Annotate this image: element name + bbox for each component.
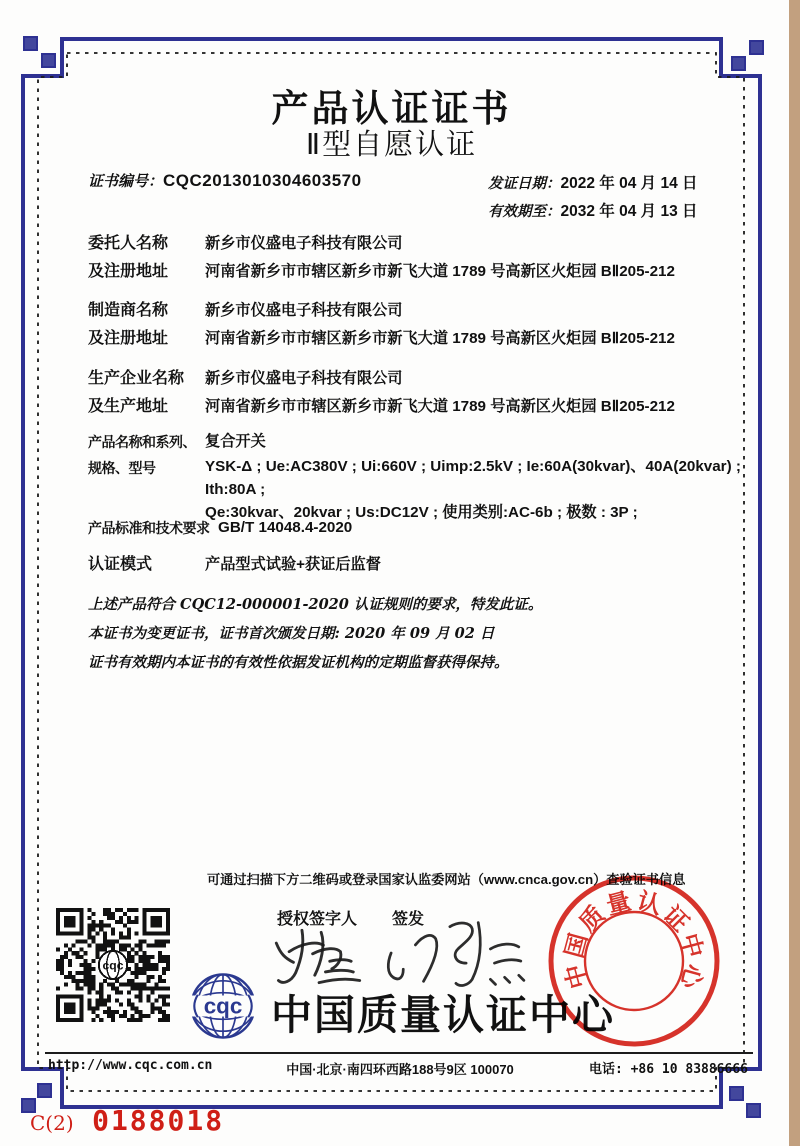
manufacturer-label: 制造商名称 及注册地址	[88, 302, 169, 347]
cert-mode-label: 认证模式	[88, 556, 153, 573]
factory-value: 新乡市仪盛电子科技有限公司 河南省新乡市市辖区新乡市新飞大道 1789 号高新区火炬园 BⅡ205-212	[205, 370, 675, 415]
factory-label: 生产企业名称 及生产地址	[88, 370, 185, 415]
serial-prefix: C(2)	[30, 1111, 74, 1135]
statement-change: 本证书为变更证书，证书首次颁发日期: 2020 年 09 月 02 日	[88, 625, 495, 642]
svg-text:中: 中	[674, 930, 708, 961]
product-name-label: 产品名称和系列、 规格、型号	[88, 434, 196, 476]
standard-value: GB/T 14048.4-2020	[218, 519, 353, 536]
valid-until-value: 2032 年 04 月 13 日	[560, 203, 698, 220]
organization-name: 中国质量认证中心	[271, 992, 615, 1038]
svg-text:心: 心	[674, 961, 708, 992]
standard-label: 产品标准和技术要求	[88, 520, 210, 536]
product-name-value: 复合开关 YSK-Δ ; Ue:AC380V ; Ui:660V ; Uimp:2.5kV ; Ie:60A(30kvar)、40A(20kvar) ; Ith:80A ; Qe:30kvar、20kvar ; Us:DC12V ; 使用类别:AC-6b ; 极数 : 3P ;	[205, 433, 741, 521]
serial-number-block	[30, 1104, 224, 1137]
footer-website: http://www.cqc.com.cn	[48, 1058, 213, 1073]
qr-verification-note: 可通过扫描下方二维码或登录国家认监委网站（www.cnca.gov.cn）查验证书信息	[207, 872, 686, 887]
certificate-subtitle: Ⅱ型自愿认证	[305, 129, 478, 161]
statement-validity: 证书有效期内本证书的有效性依据发证机构的定期监督获得保持。	[88, 654, 509, 671]
applicant-value: 新乡市仪盛电子科技有限公司 河南省新乡市市辖区新乡市新飞大道 1789 号高新区火炬园 BⅡ205-212	[205, 235, 675, 280]
dates-block	[488, 170, 698, 226]
applicant-label: 委托人名称 及注册地址	[88, 235, 169, 280]
certificate-number-label: 证书编号：	[88, 172, 164, 190]
issuer-signature	[383, 916, 535, 992]
svg-text:量: 量	[603, 887, 634, 921]
footer-phone: 电话: +86 10 83886666	[588, 1062, 748, 1077]
authorized-signer-label: 授权签字人	[277, 911, 358, 928]
issue-date-value: 2022 年 04 月 14 日	[560, 175, 698, 192]
footer-rule	[45, 1052, 753, 1054]
qr-code	[56, 908, 170, 1022]
svg-text:证: 证	[657, 901, 694, 938]
cqc-official-seal	[546, 873, 722, 1049]
valid-until-row	[488, 198, 698, 226]
issue-date-label: 发证日期：	[488, 175, 561, 192]
certificate-title: 产品认证证书	[271, 88, 512, 129]
seal-center-text	[561, 888, 707, 992]
statement-compliance: 上述产品符合 CQC12-000001-2020 认证规则的要求，特发此证。	[88, 596, 543, 613]
svg-text:质: 质	[574, 901, 611, 938]
cqc-globe-logo-icon	[188, 971, 258, 1041]
svg-text:认: 认	[634, 887, 665, 921]
serial-number: 0188018	[92, 1104, 225, 1137]
authorized-signer-signature	[268, 926, 368, 988]
svg-text:cqc: cqc	[102, 958, 124, 973]
cert-mode-value: 产品型式试验+获证后监督	[205, 556, 381, 573]
manufacturer-value: 新乡市仪盛电子科技有限公司 河南省新乡市市辖区新乡市新飞大道 1789 号高新区火炬园 BⅡ205-212	[205, 302, 675, 347]
cqc-logo-text: cqc	[203, 993, 243, 1019]
svg-text:中: 中	[560, 961, 594, 992]
certificate-number-row	[88, 170, 362, 191]
footer-address: 中国·北京·南四环西路188号9区 100070	[286, 1062, 514, 1077]
certificate-number-value: CQC2013010304603570	[163, 171, 362, 190]
valid-until-label: 有效期至：	[488, 203, 561, 220]
svg-text:国: 国	[560, 930, 594, 961]
issuer-label: 签发	[392, 911, 425, 928]
issue-date-row	[488, 170, 698, 198]
